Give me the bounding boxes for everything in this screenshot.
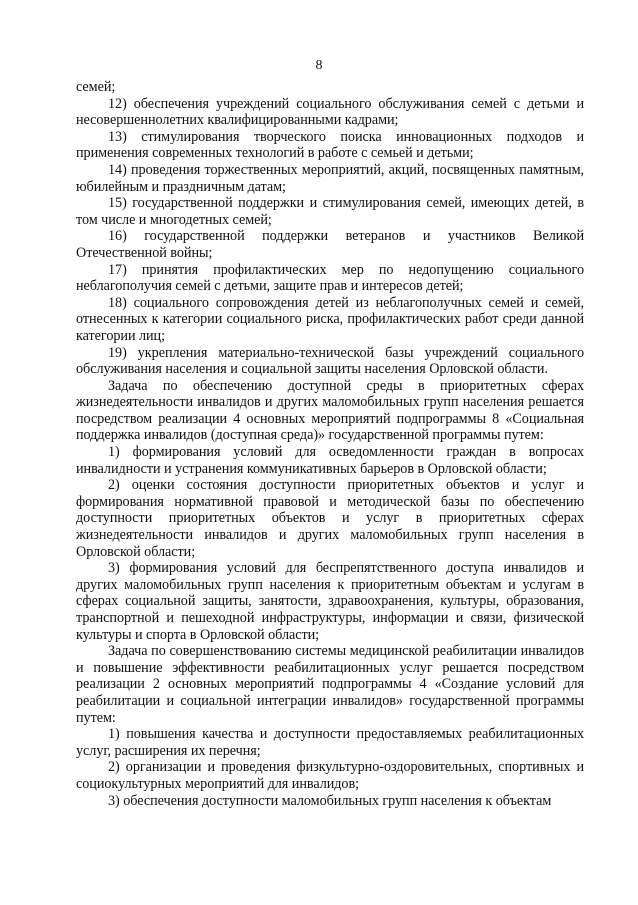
task-accessible-environment: Задача по обеспечению доступной среды в приоритетных сферах жизнедеятельности инвалидов и других маломобильных групп населения решается посредством реализации 4 основных мероприятий подпрограммы 8 «Социальная поддержка инвалидов (доступная среда)» государственной программы путем:: [76, 377, 584, 444]
list-item-16: 16) государственной поддержки ветеранов и участников Великой Отечественной войны;: [76, 228, 584, 261]
list-item-15: 15) государственной поддержки и стимулирования семей, имеющих детей, в том числе и многодетных семей;: [76, 195, 584, 228]
page-number: 8: [315, 58, 323, 73]
document-body: [76, 79, 584, 809]
list-item-19: 19) укрепления материально-технической базы учреждений социального обслуживания населения и социальной защиты населения Орловской области.: [76, 344, 584, 378]
task-medical-rehabilitation: Задача по совершенствованию системы медицинской реабилитации инвалидов и повышение эффективности реабилитационных услуг решается посредством реализации 2 основных мероприятий подпрограммы 4 «Создание условий для реабилитации и социальной интеграции инвалидов» государственной программы путем:: [76, 643, 584, 726]
accessible-environment-item-2: 2) оценки состояния доступности приоритетных объектов и услуг и формирования нормативной правовой и методической базы по обеспечению доступности приоритетных объектов и услуг в приоритетных сферах жизнедеятельности инвалидов и других маломобильных групп населения в Орловской области;: [76, 477, 584, 560]
paragraph-continuation: семей;: [76, 79, 116, 95]
rehabilitation-item-1: 1) повышения качества и доступности предоставляемых реабилитационных услуг, расширения их перечня;: [76, 726, 584, 759]
list-item-12: 12) обеспечения учреждений социального обслуживания семей с детьми и несовершеннолетних квалифицированными кадрами;: [76, 95, 584, 129]
list-item-14: 14) проведения торжественных мероприятий, акций, посвященных памятным, юбилейным и праздничным датам;: [76, 161, 584, 195]
list-item-18: 18) социального сопровождения детей из неблагополучных семей и семей, отнесенных к категории социального риска, профилактических работ среди данной категории лиц;: [76, 294, 584, 344]
rehabilitation-item-2: 2) организации и проведения физкультурно-оздоровительных, спортивных и социокультурных мероприятий для инвалидов;: [76, 759, 584, 792]
accessible-environment-item-1: 1) формирования условий для осведомленности граждан в вопросах инвалидности и устранения коммуникативных барьеров в Орловской области;: [76, 444, 584, 477]
rehabilitation-item-3: 3) обеспечения доступности маломобильных групп населения к объектам: [108, 792, 552, 809]
list-item-17: 17) принятия профилактических мер по недопущению социального неблагополучия семей с детьми, защите прав и интересов детей;: [76, 261, 584, 295]
list-item-13: 13) стимулирования творческого поиска инновационных подходов и применения современных технологий в работе с семьей и детьми;: [76, 128, 584, 162]
accessible-environment-item-3: 3) формирования условий для беспрепятственного доступа инвалидов и других маломобильных групп населения к приоритетным объектам и услугам в сферах социальной защиты, занятости, здравоохранения, культуры, образования, транспортной и пешеходной инфраструктуры, информации и связи, физической культуры и спорта в Орловской области;: [76, 560, 584, 643]
